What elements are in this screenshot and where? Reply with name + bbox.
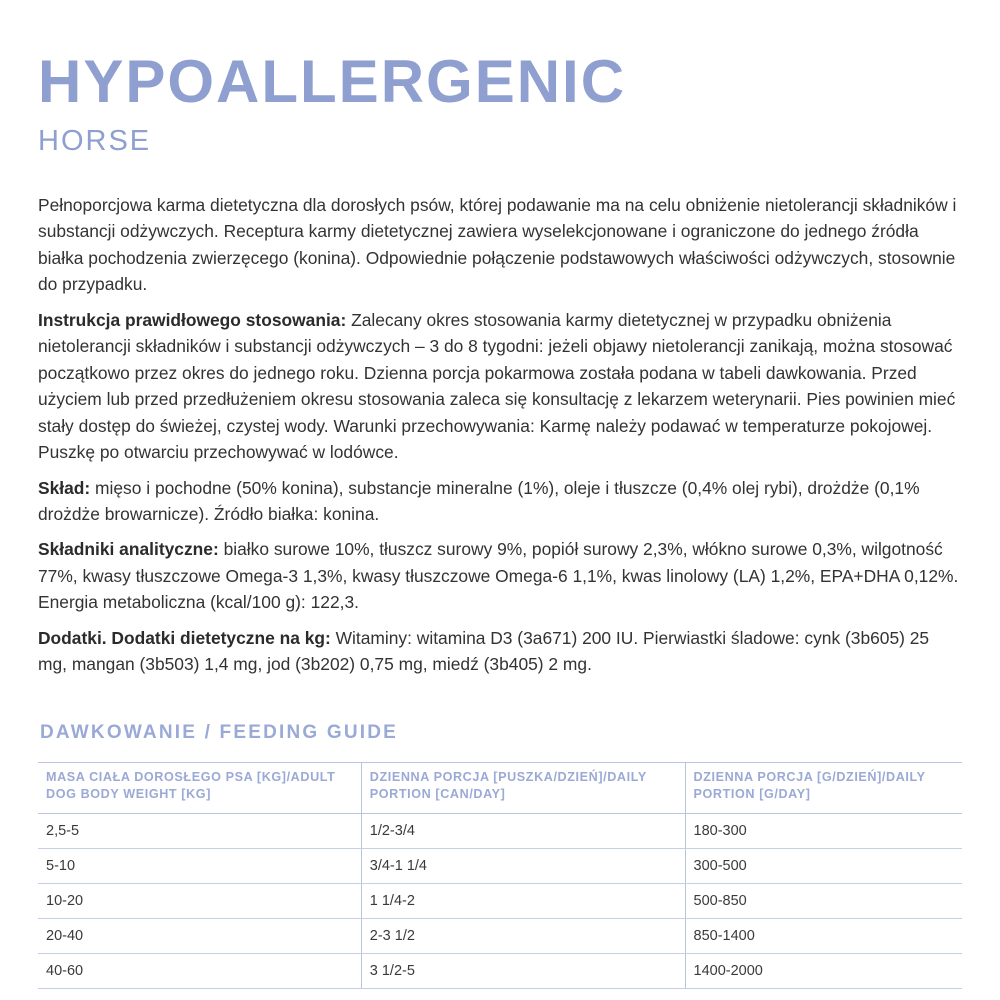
table-row <box>38 813 962 848</box>
column-header-can-per-day: DZIENNA PORCJA [PUSZKA/DZIEŃ]/DAILY PORTION [CAN/DAY] <box>361 763 685 814</box>
composition-paragraph <box>38 475 962 528</box>
page-title: HYPOALLERGENIC <box>38 48 627 115</box>
column-header-grams-per-day: DZIENNA PORCJA [G/DZIEŃ]/DAILY PORTION [G/DAY] <box>685 763 962 814</box>
table-row <box>38 883 962 918</box>
cell-can-per-day: 3 1/2-5 <box>361 953 685 988</box>
intro-paragraph: Pełnoporcjowa karma dietetyczna dla dorosłych psów, której podawanie ma na celu obniżenie nietolerancji składników i substancji odżywczych. Receptura karmy dietetycznej zawiera wyselekcjonowane i ograniczone do jednego źródła białka pochodzenia zwierzęcego (konina). Odpowiednie połączenie podstawowych właściwości odżywczych, stosownie do przypadku. <box>38 195 957 295</box>
feeding-guide-table <box>38 762 962 989</box>
cell-weight: 20-40 <box>38 918 361 953</box>
cell-grams-per-day: 850-1400 <box>685 918 962 953</box>
table-row <box>38 953 962 988</box>
additives-paragraph <box>38 625 962 678</box>
cell-grams-per-day: 300-500 <box>685 848 962 883</box>
product-description <box>38 192 962 678</box>
cell-can-per-day: 3/4-1 1/4 <box>361 848 685 883</box>
cell-can-per-day: 2-3 1/2 <box>361 918 685 953</box>
analytical-paragraph <box>38 536 962 615</box>
cell-grams-per-day: 180-300 <box>685 813 962 848</box>
cell-weight: 2,5-5 <box>38 813 361 848</box>
table-row <box>38 918 962 953</box>
additives-label: Dodatki. Dodatki dietetyczne na kg: <box>38 627 331 648</box>
composition-label: Skład: <box>38 477 91 498</box>
composition-text: mięso i pochodne (50% konina), substancje mineralne (1%), oleje i tłuszcze (0,4% olej rybi), drożdże (0,1% drożdże browarnicze). Źródło białka: konina. <box>38 477 920 524</box>
analytical-text: białko surowe 10%, tłuszcz surowy 9%, popiół surowy 2,3%, włókno surowe 0,3%, wilgotność 77%, kwasy tłuszczowe Omega-3 1,3%, kwasy tłuszczowe Omega-6 1,1%, kwas linolowy (LA) 1,2%, EPA+DHA 0,12%. Energia metaboliczna (kcal/100 g): 122,3. <box>38 539 959 613</box>
instructions-text: Zalecany okres stosowania karmy dietetycznej w przypadku obniżenia nietolerancji składników i substancji odżywczych – 3 do 8 tygodni: jeżeli objawy nietolerancji zanikają, można stosować początkowo przez okres do jednego roku. Dzienna porcja pokarmowa została podana w tabeli dawkowania. Przed użyciem lub przed przedłużeniem okresu stosowania zaleca się konsultację z lekarzem weterynarii. Pies powinien mieć stały dostęp do świeżej, czystej wody. Warunki przechowywania: Karmę należy podawać w temperaturze pokojowej. Puszkę po otwarciu przechowywać w lodówce. <box>38 309 956 463</box>
cell-weight: 10-20 <box>38 883 361 918</box>
additives-text: Witaminy: witamina D3 (3a671) 200 IU. Pierwiastki śladowe: cynk (3b605) 25 mg, mangan (3b503) 1,4 mg, jod (3b202) 0,75 mg, miedź (3b405) 2 mg. <box>38 627 930 675</box>
cell-weight: 5-10 <box>38 848 361 883</box>
instructions-label: Instrukcja prawidłowego stosowania: <box>38 309 347 330</box>
cell-grams-per-day: 1400-2000 <box>685 953 962 988</box>
cell-weight: 40-60 <box>38 953 361 988</box>
instructions-paragraph <box>38 307 962 466</box>
page-subtitle: HORSE <box>38 125 152 157</box>
cell-grams-per-day: 500-850 <box>685 883 962 918</box>
feeding-guide-section <box>38 722 962 989</box>
table-header-row <box>38 763 962 814</box>
analytical-label: Składniki analityczne: <box>38 539 219 560</box>
cell-can-per-day: 1/2-3/4 <box>361 813 685 848</box>
feeding-guide-title: DAWKOWANIE / FEEDING GUIDE <box>40 722 399 743</box>
cell-can-per-day: 1 1/4-2 <box>361 883 685 918</box>
column-header-weight: MASA CIAŁA DOROSŁEGO PSA [KG]/ADULT DOG BODY WEIGHT [KG] <box>38 763 361 814</box>
table-row <box>38 848 962 883</box>
